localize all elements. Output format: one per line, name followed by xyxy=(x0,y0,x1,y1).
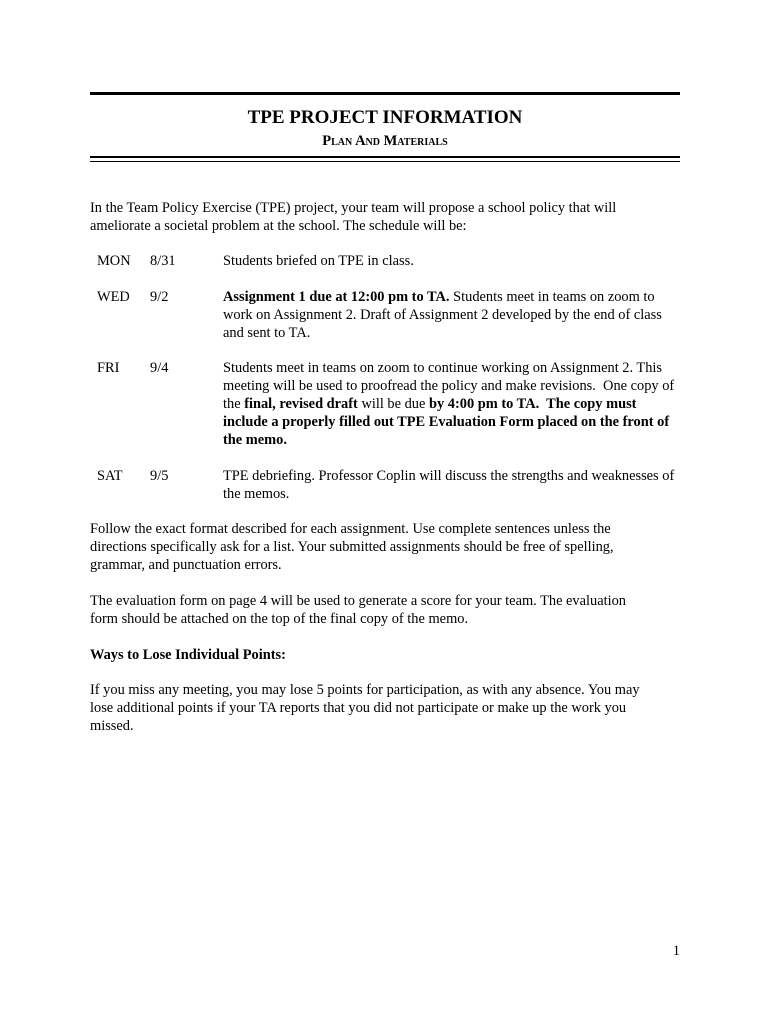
points-paragraph xyxy=(90,681,670,735)
bold-text-segment: include a properly filled out TPE Evaluation Form placed on the front of xyxy=(223,414,670,430)
text-segment: work on Assignment 2. Draft of Assignment 2 developed by the end of class xyxy=(223,307,662,323)
page-title: TPE PROJECT INFORMATION xyxy=(247,107,523,128)
schedule-description xyxy=(223,359,703,449)
schedule-date: 9/2 xyxy=(150,289,169,305)
text-segment: TPE debriefing. Professor Coplin will discuss the strengths and weaknesses of xyxy=(223,468,675,484)
schedule-date: 8/31 xyxy=(150,253,176,269)
schedule-description xyxy=(223,288,703,342)
bold-text-segment: Assignment 1 due at 12:00 pm to TA. xyxy=(223,289,450,305)
schedule-description-line xyxy=(223,413,703,431)
intro-line: In the Team Policy Exercise (TPE) project, your team will propose a school policy that will xyxy=(90,200,617,216)
schedule-description-line xyxy=(223,306,703,324)
points-line: If you miss any meeting, you may lose 5 points for participation, as with any absence. You may xyxy=(90,682,640,698)
format-line: directions specifically ask for a list. Your submitted assignments should be free of spelling, xyxy=(90,539,614,555)
schedule-day: FRI xyxy=(97,360,120,376)
text-segment: Students meet in teams on zoom to continue working on Assignment 2. This xyxy=(223,360,663,376)
evaluation-line: The evaluation form on page 4 will be used to generate a score for your team. The evaluation xyxy=(90,593,626,609)
schedule-description xyxy=(223,467,703,503)
bold-text-segment: by 4:00 pm to TA. The copy must xyxy=(428,396,637,412)
intro-paragraph xyxy=(90,199,670,235)
text-segment: will be due xyxy=(357,396,429,412)
schedule-description-line xyxy=(223,288,703,306)
schedule-description-line xyxy=(223,359,703,377)
bold-text-segment: final, revised draft xyxy=(244,396,358,412)
schedule-day: WED xyxy=(97,289,130,305)
header-rule-bottom-thin xyxy=(90,161,680,162)
points-heading: Ways to Lose Individual Points: xyxy=(90,647,286,663)
page-subtitle: Plan And Materials xyxy=(322,133,448,149)
format-paragraph xyxy=(90,520,670,574)
schedule-description-line xyxy=(223,324,703,342)
schedule-date: 9/4 xyxy=(150,360,169,376)
text-segment: the xyxy=(223,396,245,412)
schedule-description-line xyxy=(223,485,703,503)
schedule-description-line xyxy=(223,395,703,413)
evaluation-paragraph xyxy=(90,592,670,628)
schedule-day: MON xyxy=(97,253,131,269)
header-rule-top xyxy=(90,92,680,95)
schedule-day: SAT xyxy=(97,468,123,484)
evaluation-line: form should be attached on the top of the final copy of the memo. xyxy=(90,611,469,627)
schedule-description-line xyxy=(223,467,703,485)
points-line: missed. xyxy=(90,718,134,734)
schedule-date: 9/5 xyxy=(150,468,169,484)
intro-line: ameliorate a societal problem at the school. The schedule will be: xyxy=(90,218,467,234)
text-segment: the memos. xyxy=(223,486,290,502)
schedule-description-line xyxy=(223,377,703,395)
schedule-description-line xyxy=(223,431,703,449)
text-segment: Students briefed on TPE in class. xyxy=(223,253,414,269)
page-number: 1 xyxy=(672,943,680,959)
text-segment: and sent to TA. xyxy=(223,325,311,341)
points-line: lose additional points if your TA reports that you did not participate or make up the work you xyxy=(90,700,627,716)
bold-text-segment: the memo. xyxy=(223,432,287,448)
text-segment: meeting will be used to proofread the policy and make revisions. One copy of xyxy=(223,378,675,394)
format-line: grammar, and punctuation errors. xyxy=(90,557,282,573)
format-line: Follow the exact format described for each assignment. Use complete sentences unless the xyxy=(90,521,611,537)
header-rule-bottom xyxy=(90,156,680,158)
schedule-description-line xyxy=(223,252,703,270)
text-segment: Students meet in teams on zoom to xyxy=(449,289,655,305)
schedule-description xyxy=(223,252,703,270)
